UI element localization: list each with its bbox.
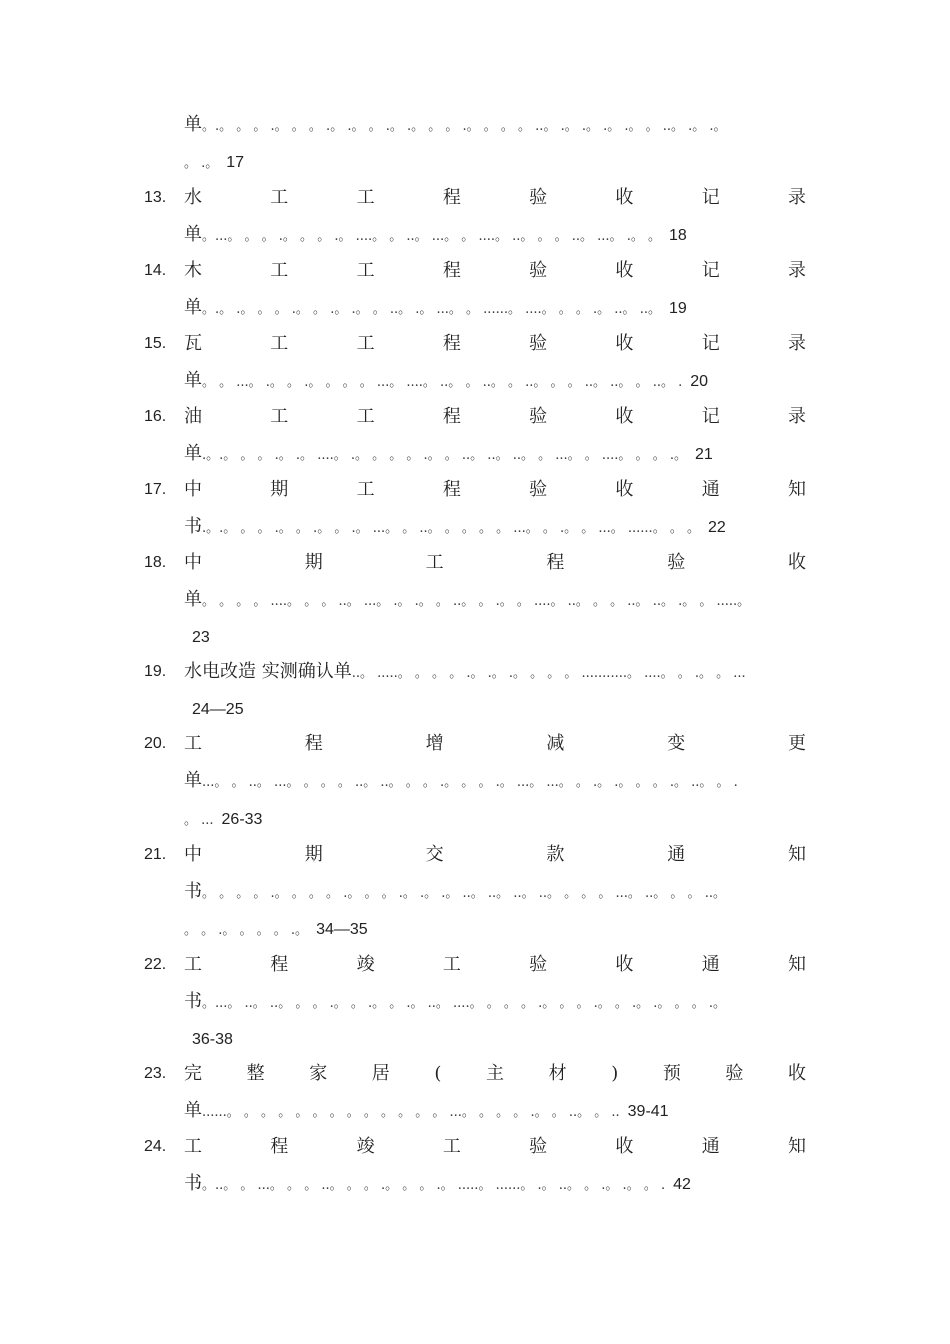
title-char: 验 [529,260,548,281]
title-last-char: 书 [184,1173,202,1194]
toc-entry-number: 21. [144,846,167,863]
title-char: 工 [270,260,289,281]
title-char: 减 [546,733,565,754]
title-char: 通 [701,1136,720,1157]
title-char: 工 [184,954,202,975]
toc-continuation-line [184,589,806,613]
toc-entry-title [184,406,806,428]
title-char: 收 [615,479,634,500]
title-char: 记 [701,260,720,281]
title-last-char: 单 [184,1100,202,1121]
title-char: 材 [548,1063,567,1084]
page-number[interactable]: 36-38 [192,1031,233,1048]
toc-entry-number: 13. [144,189,167,206]
leader-dots: 。..。 。 ...。 。 。 ..。 。 。 .。 。 。 .。 .....。 ......。 .。 ..。 。 .。 .。 。 . [202,1178,666,1193]
page-number[interactable]: 39-41 [627,1103,669,1120]
title-char: 交 [425,844,444,865]
title-char: 增 [425,733,444,754]
title-char: 程 [442,187,461,208]
leader-dots: 。 。 .。 。 。 。 .。 [184,923,309,938]
title-char: 预 [662,1063,681,1084]
toc-continuation-line [184,516,806,540]
toc-entry-number: 23. [144,1065,167,1082]
title-char: 录 [787,333,806,354]
title-char: 中 [184,552,202,573]
leader-dots: 。...。 ..。 ..。 。 。 .。 。 .。 。 .。 ..。 ....。 。 。 。 .。 。 。 .。 。 .。 .。 。 。 .。 [202,996,726,1011]
title-char: 工 [356,260,375,281]
title-char: 验 [529,187,548,208]
title-char: 工 [425,552,444,573]
title-char: 程 [304,733,323,754]
title-char: 收 [615,1136,634,1157]
title-char: 知 [787,479,806,500]
title-char: 更 [787,733,806,754]
title-char: 中 [184,844,202,865]
toc-entry-number: 22. [144,956,167,973]
leader-dots: .。.。 。 。 .。 .。 ....。 .。 。 。 。 .。 。 ..。 ..。 ..。 。 ...。 。 ....。 。 。 .。 [202,448,687,463]
title-char: 程 [546,552,565,573]
leader-dots: 。...。 。 。 .。 。 。 .。 ....。 。 ..。 ...。 。 ....。 ..。 。 。 ..。 ...。 .。 。 [202,229,661,244]
toc-entry-title [184,733,806,755]
title-char: 竣 [356,954,375,975]
title-char: 工 [270,333,289,354]
title-char: 收 [615,954,634,975]
toc-entry-title [184,1136,806,1158]
title-char: 验 [725,1063,744,1084]
toc-continuation-line [184,114,806,138]
toc-entry-number: 15. [144,335,167,352]
title-char: 程 [442,333,461,354]
title-char: 工 [184,1136,202,1157]
title-char: 程 [442,260,461,281]
title-char: 收 [615,187,634,208]
toc-continuation-line [184,370,806,394]
title-char: 主 [486,1063,504,1084]
title-text: 水电改造 实测确认单 [184,661,352,682]
page-number[interactable]: 18 [668,227,687,244]
page-number[interactable]: 24—25 [192,701,244,718]
leader-dots: ...。 。 ..。 ...。 。 。 。 ..。 ..。 。 。 .。 。 。 .。 ...。 ...。 。 .。 .。 。 。 .。 ..。 。 . [202,775,738,790]
leader-dots: 。.。 。 。 .。 。 。 .。 .。 。 .。 .。 。 。 .。 。 。 。 ..。 .。 .。 .。 .。 。 ..。 .。 .。 [202,119,727,134]
toc-entry-number: 19. [144,663,167,680]
title-char: ( [434,1063,442,1084]
toc-entry-title [184,479,806,501]
title-char: 知 [787,1136,806,1157]
title-last-char: 书 [184,881,202,902]
title-char: 验 [667,552,686,573]
page-number[interactable]: 42 [673,1176,691,1193]
title-last-char: 书 [184,991,202,1012]
title-char: 程 [270,1136,289,1157]
leader-dots: 。.。 .。 。 。 .。 。 .。 .。 。 ..。 .。 ...。 。 ......。 ....。 。 。 .。 ..。 ..。 [202,302,661,317]
title-char: 中 [184,479,202,500]
title-char: 记 [701,333,720,354]
toc-entry-title [184,187,806,209]
title-char: 木 [184,260,202,281]
title-last-char: 单 [184,370,202,391]
title-char: 验 [529,406,548,427]
page-number[interactable]: 20 [690,373,709,390]
toc-continuation-line [184,151,806,175]
toc-continuation-line [184,297,806,321]
title-char: 工 [184,733,202,754]
toc-continuation-line [184,808,806,832]
title-char: 录 [787,406,806,427]
title-last-char: 单 [184,114,202,135]
leader-dots: ..。 .....。 。 。 。 .。 .。 .。 。 。 。 ...........。 ....。 。 .。 。 ... [351,666,746,681]
page-number[interactable]: 19 [668,300,687,317]
leader-dots: 。 ... [184,813,214,828]
toc-entry-title [184,333,806,355]
leader-dots: .。.。 。 。 .。 。 .。 。 .。 ...。 。 ..。 。 。 。 。 ...。 。 .。 。 ...。 ......。 。 。 [202,521,700,536]
title-char: 家 [309,1063,328,1084]
title-char: 记 [701,406,720,427]
leader-dots: 。 。 ...。 .。 。 .。 。 。 。 ...。 ....。 ..。 。 ..。 。 ..。 。 。 ..。 ..。 。 ..。 . [202,375,683,390]
page-number[interactable]: 22 [707,519,726,536]
toc-entry-number: 20. [144,735,167,752]
title-char: 验 [529,479,548,500]
toc-entry-title [184,1063,806,1085]
toc-continuation-line [184,918,806,942]
title-char: 通 [701,954,720,975]
title-char: 录 [787,260,806,281]
title-last-char: 单 [184,770,202,791]
title-char: 收 [615,260,634,281]
toc-continuation-line [184,881,806,905]
title-char: ) [611,1063,619,1084]
title-char: 工 [442,1136,461,1157]
toc-continuation-line [184,626,806,649]
page-number[interactable]: 23 [192,629,210,646]
title-char: 收 [788,1063,806,1084]
title-char: 工 [442,954,461,975]
title-char: 通 [701,479,720,500]
title-char: 工 [356,406,375,427]
toc-entry-title [184,844,806,866]
toc-continuation-line [184,1100,806,1124]
title-char: 款 [546,844,565,865]
toc-entry-title [184,954,806,976]
toc-entry-number: 14. [144,262,167,279]
title-char: 程 [442,479,461,500]
page-number[interactable]: 21 [694,446,713,463]
toc-continuation-line [184,1028,806,1051]
title-char: 工 [356,187,375,208]
title-last-char: 单 [184,224,202,245]
title-char: 完 [184,1063,202,1084]
title-char: 收 [615,406,634,427]
title-char: 瓦 [184,333,202,354]
toc-entry-title [184,661,806,685]
toc-entry-title [184,552,806,574]
leader-dots: 。 。 。 。 .。 。 。 。 .。 。 。 .。 .。 .。 ..。 ..。 ..。 ..。 。 。 。 ...。 ..。 。 。 ..。 [202,886,726,901]
toc-continuation-line [184,698,806,721]
title-last-char: 单 [184,443,202,464]
title-char: 收 [787,552,806,573]
page-number[interactable]: 34—35 [316,921,368,938]
title-char: 验 [529,1136,548,1157]
title-char: 知 [787,844,806,865]
toc-continuation-line [184,1173,806,1197]
toc-continuation-line [184,224,806,248]
title-char: 整 [246,1063,265,1084]
title-char: 变 [667,733,686,754]
title-char: 工 [270,187,289,208]
toc-entry-number: 18. [144,554,167,571]
page-number[interactable]: 17 [226,154,245,171]
title-char: 验 [529,333,548,354]
toc-entry-title [184,260,806,282]
leader-dots: ......。 。 。 。 。 。 。 。 。 。 。 。 。 ...。 。 。 。 .。 。 ..。 。 .. [202,1105,620,1120]
title-char: 竣 [356,1136,375,1157]
title-char: 程 [442,406,461,427]
title-char: 工 [270,406,289,427]
title-char: 知 [787,954,806,975]
title-char: 记 [701,187,720,208]
title-char: 期 [304,844,323,865]
title-last-char: 单 [184,297,202,318]
title-char: 收 [615,333,634,354]
title-char: 期 [270,479,289,500]
title-char: 工 [356,479,375,500]
title-char: 工 [356,333,375,354]
toc-entry-number: 16. [144,408,167,425]
title-char: 期 [304,552,323,573]
toc-continuation-line [184,443,806,467]
title-char: 水 [184,187,202,208]
leader-dots: 。 。 。 。 ....。 。 。 ..。 ...。 .。 .。 。 ..。 。 .。 。 ....。 ..。 。 。 ..。 ..。 .。 。 .....。 [202,594,751,609]
toc-continuation-line [184,991,806,1015]
toc-continuation-line [184,770,806,794]
title-char: 验 [529,954,548,975]
toc-entry-number: 24. [144,1138,167,1155]
title-char: 居 [371,1063,390,1084]
title-char: 油 [184,406,202,427]
title-last-char: 单 [184,589,202,610]
leader-dots: 。 .。 [184,156,219,171]
title-last-char: 书 [184,516,202,537]
title-char: 程 [270,954,289,975]
page-number[interactable]: 26-33 [221,811,263,828]
title-char: 通 [667,844,686,865]
title-char: 录 [787,187,806,208]
toc-entry-number: 17. [144,481,167,498]
